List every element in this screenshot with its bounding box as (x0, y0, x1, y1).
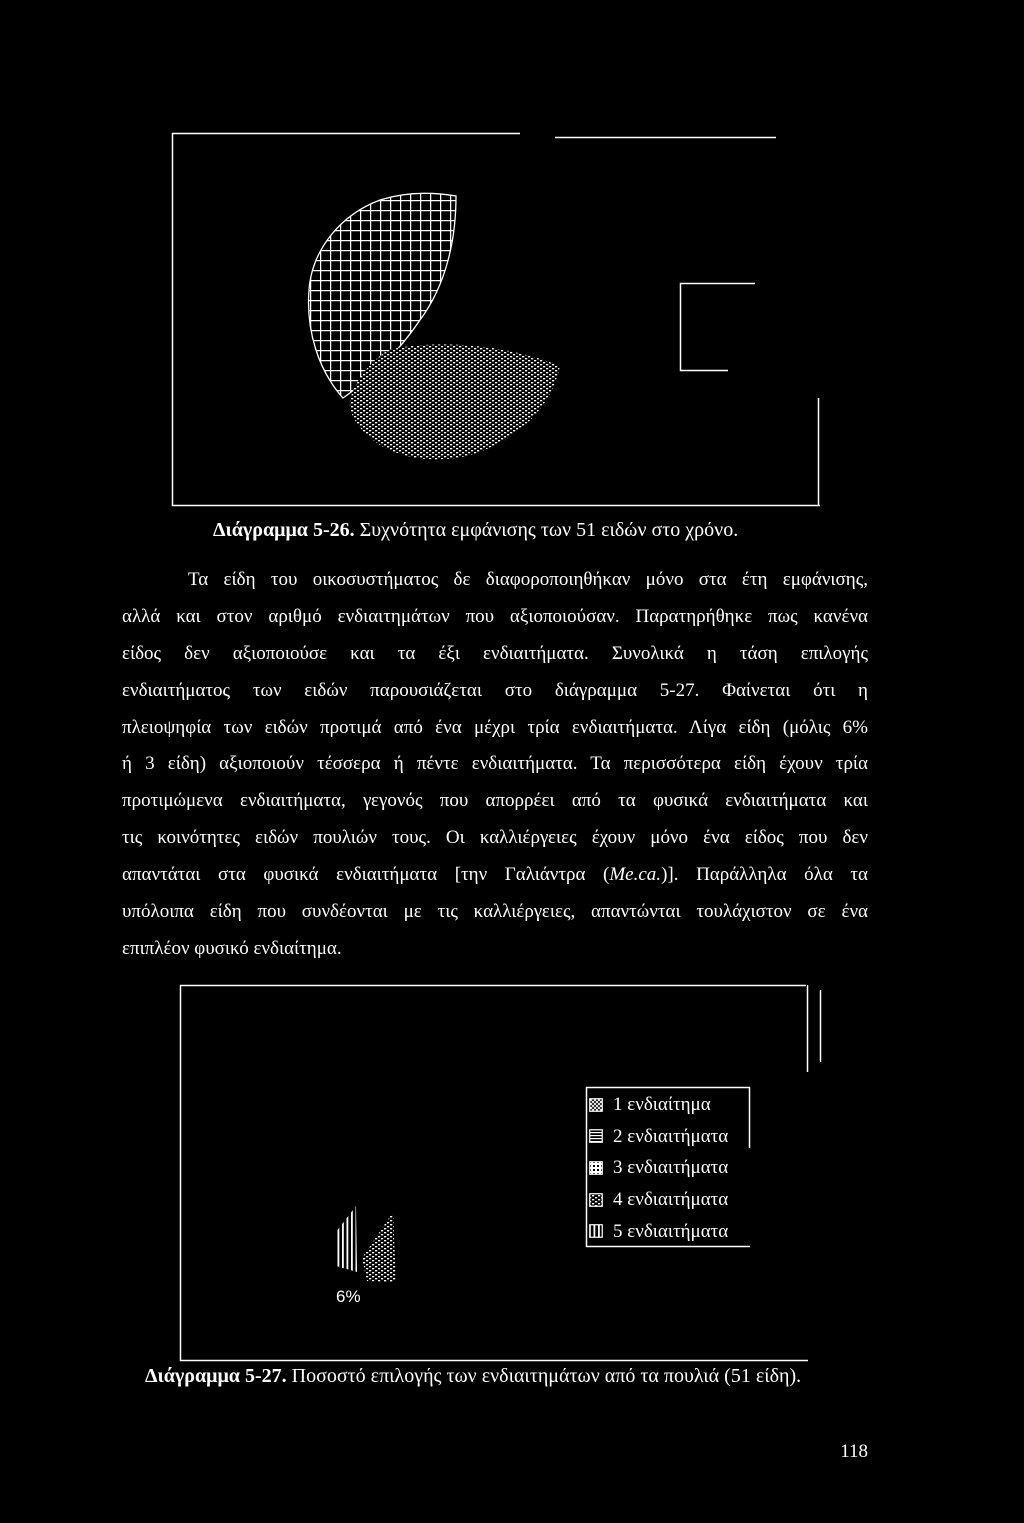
legend-item (589, 1216, 728, 1248)
pie-slice (350, 344, 560, 459)
body-paragraph-line: πλειοψηφία των ειδών προτιμά από ένα μέχρι τρία ενδιαιτήματα. Λίγα είδη (μόλις 6% (122, 716, 868, 738)
legend-item (589, 1089, 728, 1121)
vertical-lines-swatch-icon (589, 1224, 603, 1238)
body-paragraph-line: υπόλοιπα είδη που συνδέονται με τις καλλιέργειες, απαντώνται τουλάχιστον σε ένα (122, 901, 868, 923)
figure-5-27-caption (145, 1364, 801, 1388)
line-text: )]. Παράλληλα όλα τα (661, 864, 868, 886)
body-paragraph-line: αλλά και στον αριθμό ενδιαιτημάτων που αξιοποιούσαν. Παρατηρήθηκε πως κανένα (122, 605, 868, 627)
legend-box-fragment (681, 284, 756, 371)
body-paragraph-line: επιπλέον φυσικό ενδιαίτημα. (122, 937, 342, 959)
figure-5-27-chart (170, 975, 830, 1370)
figure-number: Διάγραμμα 5-27. (145, 1365, 287, 1387)
legend-label: 1 ενδιαίτημα (613, 1094, 711, 1115)
figure-number: Διάγραμμα 5-26. (213, 519, 355, 541)
pie-slice (362, 1212, 396, 1282)
body-paragraph (122, 562, 868, 968)
body-paragraph-line: είδος δεν αξιοποιούσε και τα έξι ενδιαιτήματα. Συνολικά η τάση επιλογής (122, 642, 868, 664)
chart-legend (589, 1089, 728, 1247)
legend-label: 4 ενδιαιτήματα (613, 1189, 729, 1211)
legend-item (589, 1121, 728, 1153)
line-text: απαντάται στα φυσικά ενδιαιτήματα [την Γαλιάντρα ( (122, 864, 610, 886)
legend-label: 3 ενδιαιτήματα (613, 1157, 729, 1179)
dots-swatch-icon (589, 1193, 603, 1207)
legend-label: 2 ενδιαιτήματα (613, 1125, 729, 1147)
figure-5-26-chart (160, 120, 840, 520)
body-paragraph-line: ή 3 είδη) αξιοποιούν τέσσερα ή πέντε ενδιαιτήματα. Τα περισσότερα είδη έχουν τρία (122, 753, 868, 775)
legend-item (589, 1184, 728, 1216)
body-paragraph-line: Τα είδη του οικοσυστήματος δε διαφοροποιηθήκαν μόνο στα έτη εμφάνισης, (188, 569, 868, 590)
crosshatch-swatch-icon (589, 1098, 603, 1112)
figure-caption-text: Ποσοστό επιλογής των ενδιαιτημάτων από τα πουλιά (51 είδη). (291, 1365, 802, 1387)
page-number: 118 (840, 1441, 868, 1462)
figure-5-26-caption (213, 518, 738, 542)
horizontal-lines-swatch-icon (589, 1129, 603, 1143)
pie-data-label: 6% (336, 1287, 361, 1306)
checker-swatch-icon (589, 1161, 603, 1175)
body-paragraph-line (122, 857, 868, 894)
body-paragraph-line: προτιμώμενα ενδιαιτήματα, γεγονός που απορρέει από τα φυσικά ενδιαιτήματα και (122, 790, 868, 812)
species-abbreviation: Me.ca. (609, 864, 662, 886)
legend-item (589, 1152, 728, 1184)
body-paragraph-line: τις κοινότητες ειδών πουλιών τους. Οι καλλιέργειες έχουν μόνο ένα είδος που δεν (122, 827, 868, 849)
pie-slice (336, 1206, 357, 1272)
figure-caption-text: Συχνότητα εμφάνισης των 51 ειδών στο χρόνο. (359, 519, 739, 541)
legend-label: 5 ενδιαιτήματα (613, 1220, 729, 1242)
body-paragraph-line: ενδιαιτήματος των ειδών παρουσιάζεται στο διάγραμμα 5-27. Φαίνεται ότι η (122, 679, 868, 701)
